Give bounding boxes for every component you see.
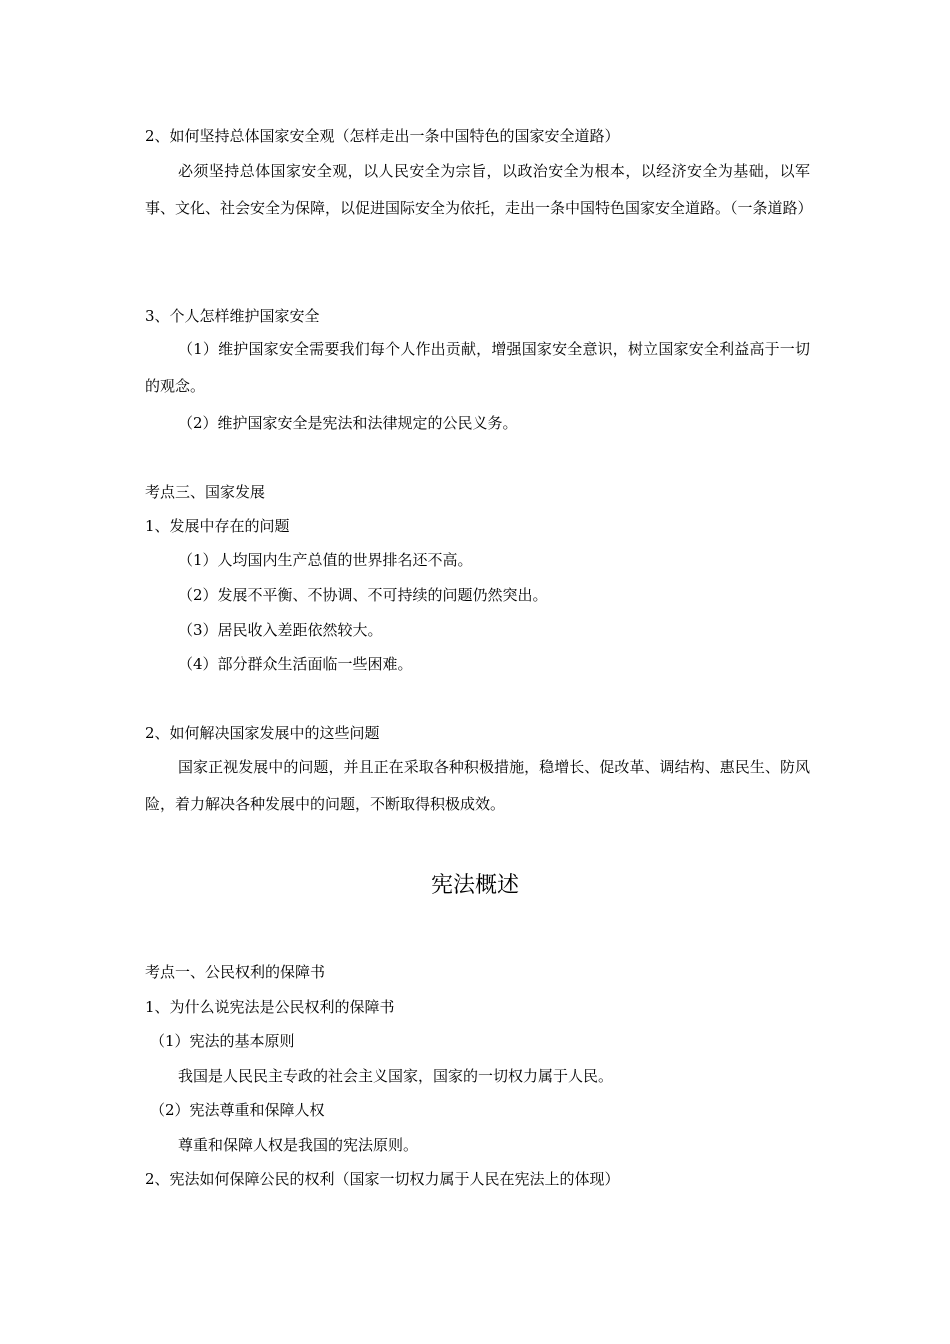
answer-paragraph: 国家正视发展中的问题，并且正在采取各种积极措施，稳增长、促改革、调结构、惠民生、防风险，着力解决各种发展中的问题，不断取得积极成效。 [145, 758, 810, 813]
section-heading: 考点一、公民权利的保障书 [145, 963, 326, 981]
question-heading: 1、为什么说宪法是公民权利的保障书 [145, 998, 395, 1016]
question-heading: 2、如何坚持总体国家安全观（怎样走出一条中国特色的国家安全道路） [145, 127, 620, 145]
question-heading: 3、个人怎样维护国家安全 [145, 307, 320, 325]
answer-paragraph: 必须坚持总体国家安全观，以人民安全为宗旨，以政治安全为根本，以经济安全为基础，以军事、文化、社会安全为保障，以促进国际安全为依托，走出一条中国特色国家安全道路。（一条道路） [145, 162, 813, 217]
list-item: （4）部分群众生活面临一些困难。 [178, 655, 413, 673]
answer-text: 尊重和保障人权是我国的宪法原则。 [178, 1136, 419, 1154]
chapter-title: 宪法概述 [430, 873, 519, 898]
answer-text: 我国是人民民主专政的社会主义国家，国家的一切权力属于人民。 [178, 1067, 614, 1085]
answer-item: （2）维护国家安全是宪法和法律规定的公民义务。 [178, 414, 518, 432]
list-item: （1）人均国内生产总值的世界排名还不高。 [178, 551, 473, 569]
sub-heading: （1）宪法的基本原则 [150, 1032, 295, 1050]
question-heading: 2、如何解决国家发展中的这些问题 [145, 724, 380, 742]
question-heading: 2、宪法如何保障公民的权利（国家一切权力属于人民在宪法上的体现） [145, 1170, 620, 1188]
question-heading: 1、发展中存在的问题 [145, 517, 290, 535]
list-item: （3）居民收入差距依然较大。 [178, 621, 383, 639]
answer-paragraph: （1）维护国家安全需要我们每个人作出贡献，增强国家安全意识，树立国家安全利益高于一切的观念。 [145, 340, 810, 395]
list-item: （2）发展不平衡、不协调、不可持续的问题仍然突出。 [178, 586, 548, 604]
section-heading: 考点三、国家发展 [145, 483, 266, 501]
sub-heading: （2）宪法尊重和保障人权 [150, 1101, 325, 1119]
